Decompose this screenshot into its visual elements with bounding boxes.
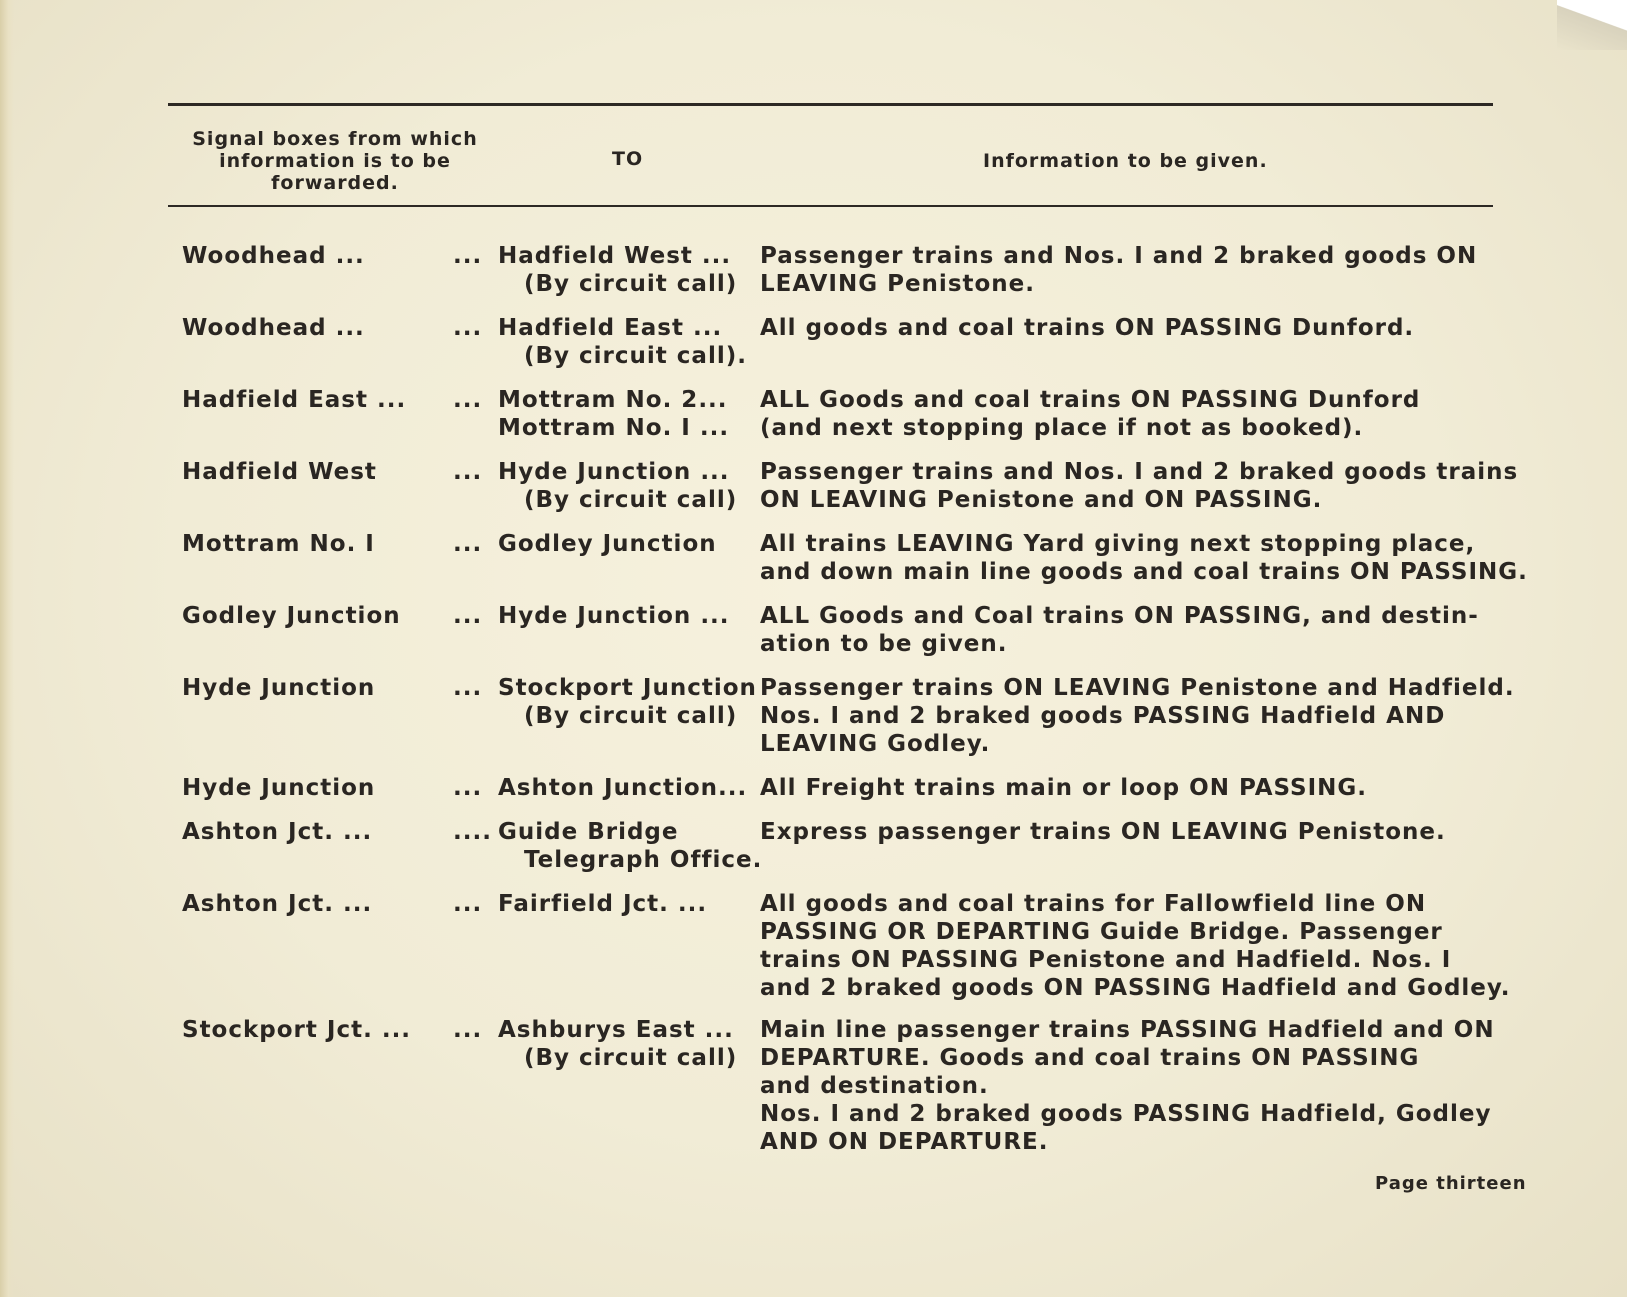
from-box: Ashton Jct. ...	[182, 819, 373, 845]
header-top-rule	[168, 103, 1493, 106]
header-signal-boxes: Signal boxes from which information is to be forwarded.	[192, 128, 478, 194]
from-box: Hyde Junction	[182, 675, 376, 701]
information: ALL Goods and coal trains ON PASSING Dunford (and next stopping place if not as booked).	[760, 387, 1421, 441]
information: All trains LEAVING Yard giving next stopping place, and down main line goods and coal trains ON PASSING.	[760, 531, 1528, 585]
information: All Freight trains main or loop ON PASSING.	[760, 775, 1368, 801]
leader-dots: ...	[453, 1017, 483, 1043]
page-number: Page thirteen	[1375, 1173, 1527, 1194]
information: Express passenger trains ON LEAVING Penistone.	[760, 819, 1446, 845]
information: Main line passenger trains PASSING Hadfield and ON DEPARTURE. Goods and coal trains ON PASSING and destination. Nos. I and 2 braked goods PASSING Hadfield, Godley AND ON DEPARTURE.	[760, 1017, 1495, 1155]
to-box: Ashton Junction...	[498, 775, 748, 801]
to-box: Mottram No. 2... Mottram No. I ...	[498, 387, 730, 441]
header-to: TO	[612, 148, 644, 170]
from-box: Ashton Jct. ...	[182, 891, 373, 917]
from-box: Hadfield East ...	[182, 387, 407, 413]
leader-dots: ...	[453, 459, 483, 485]
leader-dots: ...	[453, 243, 483, 269]
to-box: Hadfield West ... (By circuit call)	[498, 243, 738, 297]
to-box: Hyde Junction ...	[498, 603, 730, 629]
header-bottom-rule	[168, 205, 1493, 207]
to-box: Guide Bridge Telegraph Office.	[498, 819, 763, 873]
information: Passenger trains ON LEAVING Penistone and Hadfield. Nos. I and 2 braked goods PASSING Hadfield AND LEAVING Godley.	[760, 675, 1515, 757]
from-box: Woodhead ...	[182, 315, 365, 341]
information: All goods and coal trains for Fallowfield line ON PASSING OR DEPARTING Guide Bridge. Passenger trains ON PASSING Penistone and Hadfield. Nos. I and 2 braked goods ON PASSING Hadfield and Godley.	[760, 891, 1511, 1001]
information: ALL Goods and Coal trains ON PASSING, and destin- ation to be given.	[760, 603, 1479, 657]
from-box: Mottram No. I	[182, 531, 375, 557]
information: All goods and coal trains ON PASSING Dunford.	[760, 315, 1415, 341]
corner-fold	[1557, 0, 1627, 50]
leader-dots: ...	[453, 315, 483, 341]
from-box: Woodhead ...	[182, 243, 365, 269]
leader-dots: ...	[453, 603, 483, 629]
to-box: Godley Junction	[498, 531, 717, 557]
page-binding-edge	[0, 0, 14, 1297]
information: Passenger trains and Nos. I and 2 braked goods trains ON LEAVING Penistone and ON PASSING.	[760, 459, 1519, 513]
from-box: Hyde Junction	[182, 775, 376, 801]
leader-dots: ...	[453, 675, 483, 701]
leader-dots: ....	[453, 819, 492, 845]
leader-dots: ...	[453, 775, 483, 801]
to-box: Stockport Junction (By circuit call)	[498, 675, 757, 729]
from-box: Stockport Jct. ...	[182, 1017, 412, 1043]
leader-dots: ...	[453, 387, 483, 413]
to-box: Fairfield Jct. ...	[498, 891, 708, 917]
information: Passenger trains and Nos. I and 2 braked goods ON LEAVING Penistone.	[760, 243, 1478, 297]
to-box: Hadfield East ... (By circuit call).	[498, 315, 747, 369]
to-box: Hyde Junction ... (By circuit call)	[498, 459, 738, 513]
from-box: Godley Junction	[182, 603, 401, 629]
to-box: Ashburys East ... (By circuit call)	[498, 1017, 738, 1071]
from-box: Hadfield West	[182, 459, 377, 485]
leader-dots: ...	[453, 891, 483, 917]
header-information: Information to be given.	[983, 150, 1268, 172]
leader-dots: ...	[453, 531, 483, 557]
